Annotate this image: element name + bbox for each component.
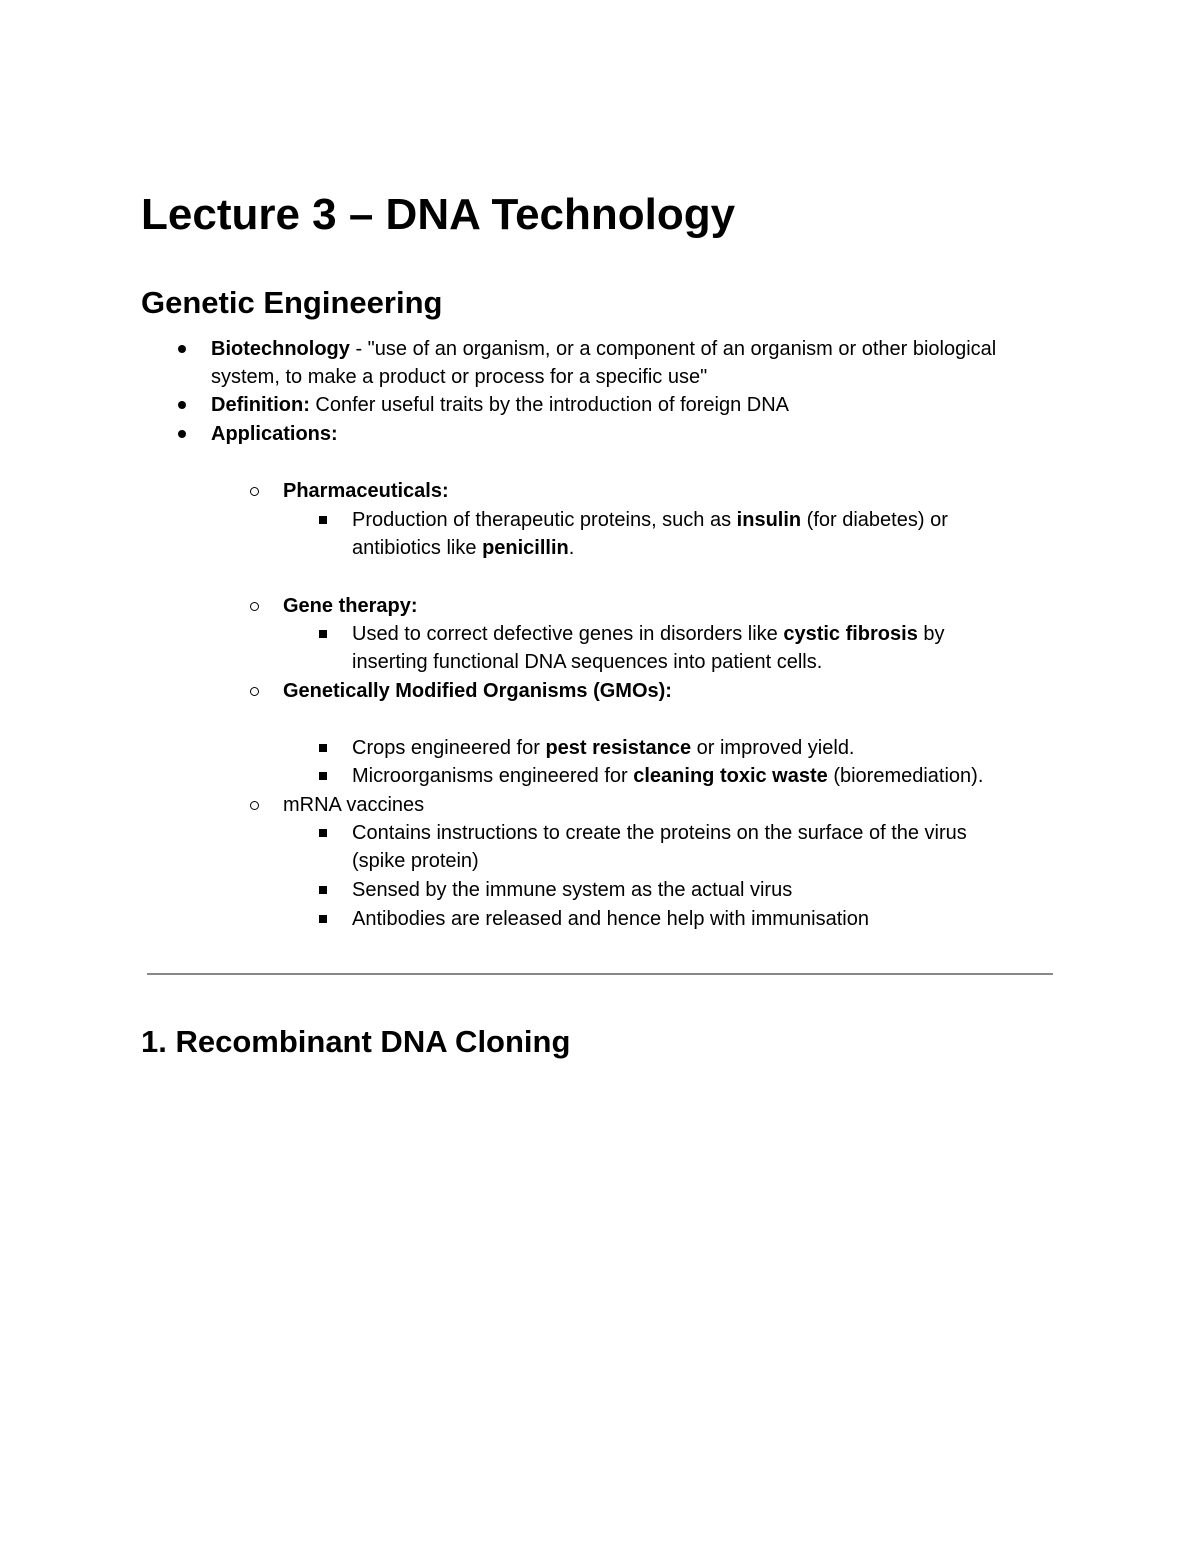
horizontal-divider <box>147 973 1053 975</box>
bullet-icon <box>178 345 186 353</box>
bold-text: penicillin <box>482 537 569 559</box>
circle-bullet-icon <box>250 801 259 810</box>
list-item-crops <box>352 734 855 762</box>
list-item-continuation <box>352 534 574 562</box>
sublist-item-gmos: Genetically Modified Organisms (GMOs): <box>283 680 672 702</box>
sublist-item-mrna-vaccines: mRNA vaccines <box>283 794 425 816</box>
circle-bullet-icon <box>250 602 259 611</box>
bold-text: cleaning toxic waste <box>633 765 828 787</box>
square-bullet-icon <box>319 516 327 524</box>
list-item-biotechnology <box>211 335 996 363</box>
text: Microorganisms engineered for <box>352 765 634 787</box>
square-bullet-icon <box>319 886 327 894</box>
text: by <box>917 623 945 645</box>
document-title: Lecture 3 – DNA Technology <box>141 190 736 239</box>
circle-bullet-icon <box>250 487 259 496</box>
text: Production of therapeutic proteins, such as <box>352 509 737 531</box>
list-item-antibodies: Antibodies are released and hence help with immunisation <box>352 908 869 930</box>
text: - "use of an organism, or a component of an organism or other biological <box>349 338 997 360</box>
text: (for diabetes) or <box>801 509 948 531</box>
bold-text: insulin <box>736 509 802 531</box>
square-bullet-icon <box>319 915 327 923</box>
text: Used to correct defective genes in disorders like <box>352 623 784 645</box>
list-item-microorganisms <box>352 762 983 790</box>
list-item-gene-therapy-use <box>352 620 945 648</box>
text: (bioremediation). <box>827 765 984 787</box>
square-bullet-icon <box>319 829 327 837</box>
text: or improved yield. <box>691 737 855 759</box>
text: Crops engineered for <box>352 737 546 759</box>
list-item-continuation: (spike protein) <box>352 850 479 872</box>
bullet-icon <box>178 401 186 409</box>
text: Confer useful traits by the introduction of foreign DNA <box>309 394 790 416</box>
list-item-applications: Applications: <box>211 423 338 445</box>
square-bullet-icon <box>319 772 327 780</box>
list-item-continuation: inserting functional DNA sequences into patient cells. <box>352 651 823 673</box>
square-bullet-icon <box>319 630 327 638</box>
text: . <box>568 537 575 559</box>
section-heading-recombinant: 1. Recombinant DNA Cloning <box>141 1024 571 1059</box>
bold-text: cystic fibrosis <box>783 623 918 645</box>
bold-text: pest resistance <box>545 737 692 759</box>
list-item-instructions: Contains instructions to create the proteins on the surface of the virus <box>352 822 967 844</box>
sublist-item-gene-therapy: Gene therapy: <box>283 595 418 617</box>
list-item-continuation: system, to make a product or process for a specific use" <box>211 366 708 388</box>
text: antibiotics like <box>352 537 483 559</box>
list-item-sensed: Sensed by the immune system as the actual virus <box>352 879 793 901</box>
term: Biotechnology <box>211 338 350 360</box>
circle-bullet-icon <box>250 687 259 696</box>
list-item-production <box>352 506 948 534</box>
sublist-item-pharmaceuticals: Pharmaceuticals: <box>283 480 449 502</box>
square-bullet-icon <box>319 744 327 752</box>
bullet-icon <box>178 430 186 438</box>
term: Definition: <box>211 394 310 416</box>
section-heading: Genetic Engineering <box>141 285 443 320</box>
list-item-definition <box>211 391 789 419</box>
